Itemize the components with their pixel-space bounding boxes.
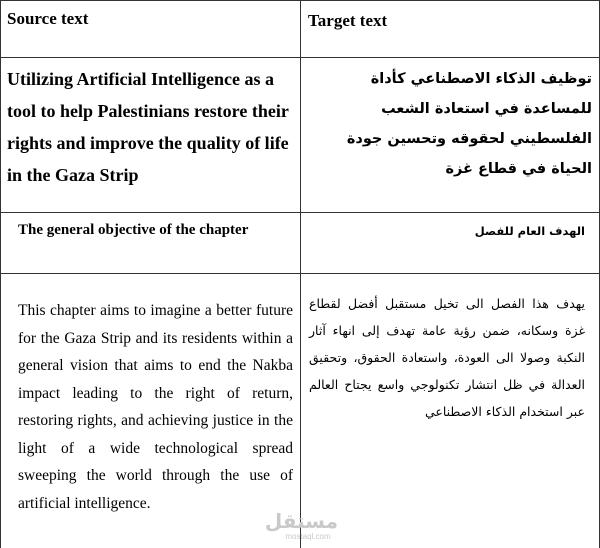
title-target: توظيف الذكاء الاصطناعي كأداة للمساعدة في استعادة الشعب الفلسطيني لحقوقه وتحسين جودة الحياة في قطاع غزة <box>346 71 592 177</box>
watermark-domain: mostaql.com <box>285 532 331 541</box>
objective-source: The general objective of the chapter <box>18 222 249 238</box>
header-target-text: Target text <box>308 11 388 30</box>
title-source: Utilizing Artificial Intelligence as a tool to help Palestinians restore their rights and improve the quality of life in the Gaza Strip <box>7 69 289 185</box>
mostaql-watermark <box>264 509 338 542</box>
table-column-divider <box>300 0 301 548</box>
row-divider-title <box>0 212 600 213</box>
row-divider-objective <box>0 273 600 274</box>
body-source: This chapter aims to imagine a better future for the Gaza Strip and its residents within a general vision that aims to end the Nakba impact leading to the right of return, restoring rights, and achieving justice in the light of a wide technological spread sweeping the world through the use of artificial intelligence. <box>18 302 293 512</box>
objective-target: الهدف العام للفصل <box>474 224 585 238</box>
body-target: يهدف هذا الفصل الى تخيل مستقبل أفضل لقطاع غزة وسكانه، ضمن رؤية عامة تهدف إلى انهاء آثار النكبة وصولا الى العودة، واستعادة الحقوق، وتحقيق العدالة في ظل انتشار تكنولوجي واسع يجتاح العالم عبر استخدام الذكاء الاصطناعي <box>309 296 585 419</box>
table-border-left <box>0 0 1 548</box>
table-border-top <box>0 0 600 1</box>
watermark-brand: مستقل <box>264 509 338 533</box>
row-divider-header <box>0 57 600 58</box>
header-source-text: Source text <box>7 9 89 28</box>
